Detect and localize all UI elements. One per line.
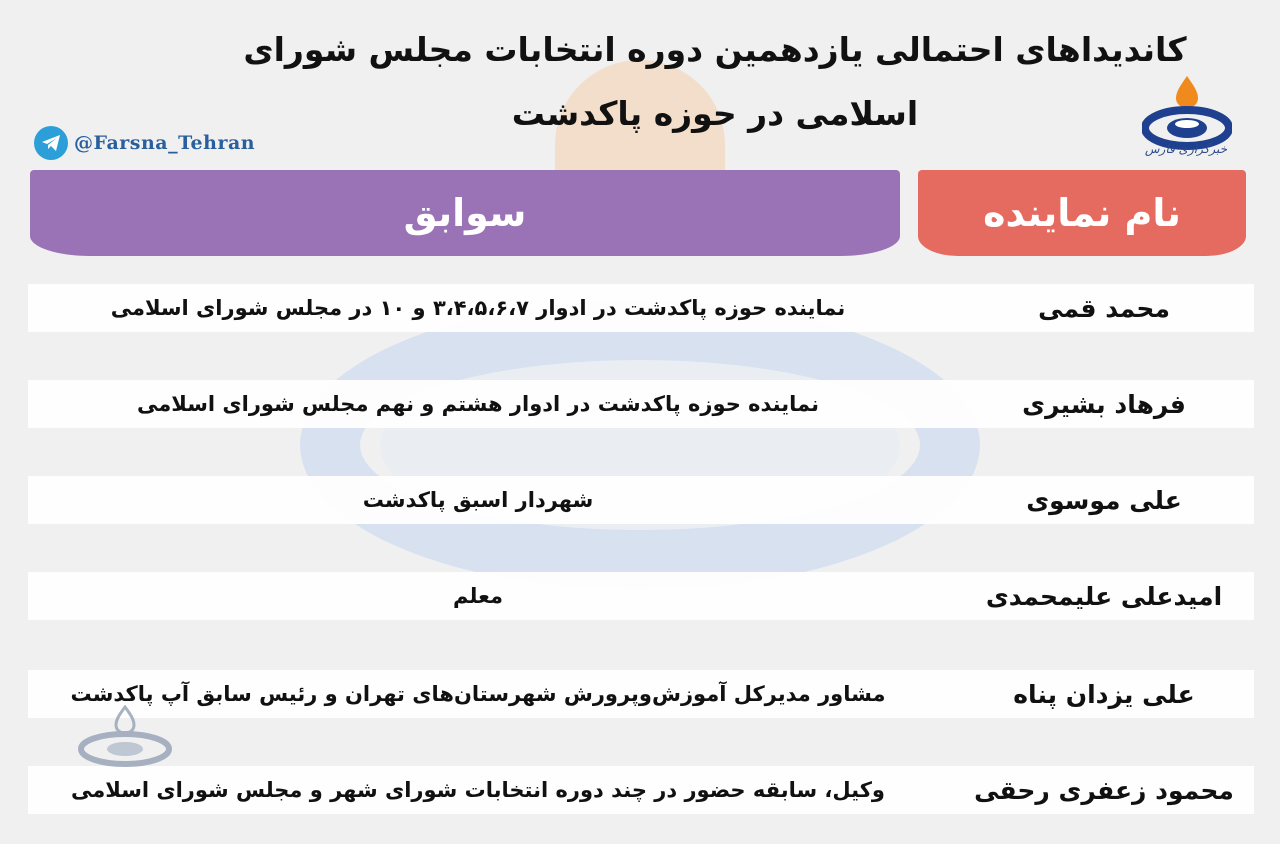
logo-caption: خبرگزاری فارس	[1144, 142, 1228, 156]
table-row	[28, 670, 1254, 718]
name-column-header: نام نماینده	[918, 170, 1246, 256]
telegram-icon	[34, 126, 68, 160]
candidate-record: شهردار اسبق پاکدشت	[362, 488, 594, 512]
fars-watermark-icon	[70, 705, 180, 795]
table-row	[28, 476, 1254, 524]
candidate-name: علی موسوی	[1026, 485, 1182, 515]
fars-news-logo-icon	[1142, 72, 1232, 172]
telegram-handle-text: @Farsna_Tehran	[74, 132, 256, 154]
candidate-name: محمود زعفری رحقی	[974, 775, 1234, 805]
candidate-record: وکیل، سابقه حضور در چند دوره انتخابات شورای شهر و مجلس شورای اسلامی	[71, 778, 885, 802]
table-row	[28, 284, 1254, 332]
watermark-ring	[300, 300, 980, 590]
candidate-record: مشاور مدیرکل آموزش‌وپرورش شهرستان‌های تهران و رئیس سابق آپ پاکدشت	[70, 682, 886, 706]
candidate-name: محمد قمی	[1038, 293, 1170, 323]
telegram-handle[interactable]	[34, 124, 255, 162]
record-column-header: سوابق	[30, 170, 900, 256]
page-title: کاندیداهای احتمالی یازدهمین دوره انتخابات مجلس شورای اسلامی در حوزه پاکدشت	[243, 30, 1187, 133]
candidate-name: امیدعلی علیمحمدی	[985, 581, 1223, 611]
table-row	[28, 572, 1254, 620]
candidate-name: علی یزدان پناه	[1013, 679, 1195, 709]
candidate-name: فرهاد بشیری	[1022, 389, 1186, 419]
table-row	[28, 766, 1254, 814]
table-row	[28, 380, 1254, 428]
candidate-record: نماینده حوزه پاکدشت در ادوار ۳،۴،۵،۶،۷ و ۱۰ در مجلس شورای اسلامی	[110, 296, 846, 320]
candidate-record: معلم	[453, 584, 503, 608]
candidate-record: نماینده حوزه پاکدشت در ادوار هشتم و نهم مجلس شورای اسلامی	[137, 392, 819, 416]
